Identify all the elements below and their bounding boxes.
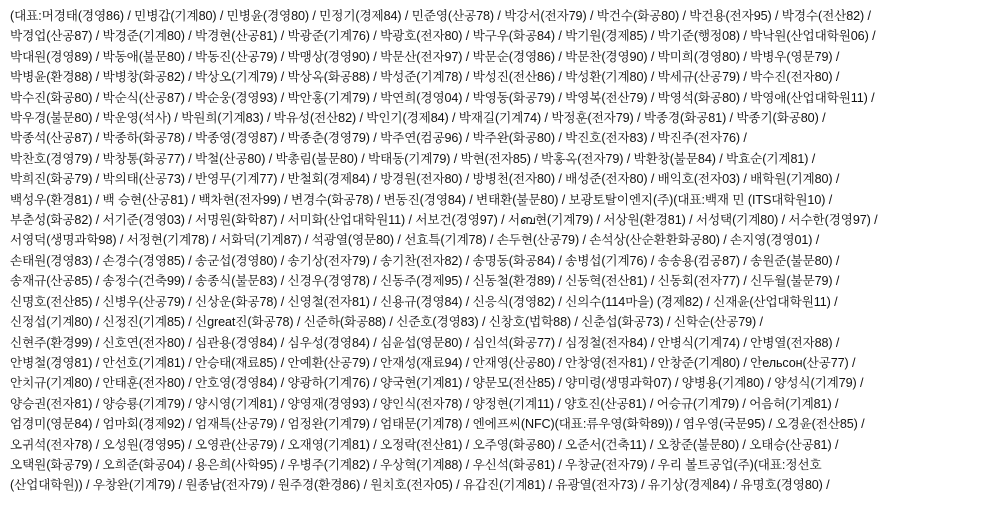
name-line: 신정섭(기계80) / 신정진(기계85) / 신great진(화공78) / 신준하(화공88) / 신준호(경영83) / 신창호(법학88) / 신춘섭(화공73) / 신학순(산공79) / <box>10 315 763 330</box>
name-line: 박우경(불문80) / 박운영(석사) / 박원희(기계83) / 박유성(전산82) / 박인기(경제84) / 박재길(기계74) / 박정훈(전자79) / 박종경(화공81) / 박종기(화공80) / <box>10 111 826 126</box>
name-line: 안치규(기계80) / 안태훈(전자80) / 안호영(경영84) / 양광하(기계76) / 양국현(기계81) / 양문모(전산85) / 양미령(생명과학07) / 양병용(기계80) / 양성식(기계79) / <box>10 376 864 391</box>
name-line: 신현주(환경99) / 신호연(전자80) / 심관용(경영84) / 심우성(경영84) / 심윤섭(영문80) / 심인석(화공77) / 심정철(전자84) / 안병식(기계74) / 안병열(전자88) / <box>10 335 840 350</box>
name-line: 안병철(경영81) / 안선호(기계81) / 안승태(재료85) / 안예환(산공79) / 안재성(재료94) / 안재영(산공80) / 안창영(전자81) / 안창준(기계80) / 안ельсон(산공77) / <box>10 355 856 370</box>
name-line: 백성우(환경81) / 백 승현(산공81) / 백차현(전자99) / 변경수(화공78) / 변동진(경영84) / 변태환(불문80) / 보광토탈이엔지(주)(대표:백재 민 (ITS대학원10) / <box>10 192 833 207</box>
name-line: (산업대학원)) / 우창완(기계79) / 원종남(전자79) / 원주경(환경86) / 원치호(전자05) / 유갑진(기계81) / 유광열(전자73) / 유기상(경제84) / 유명호(경영80) / <box>10 478 830 493</box>
name-line: 박경업(산공87) / 박경준(기계80) / 박경현(산공81) / 박광준(기계76) / 박광호(전자80) / 박구우(화공84) / 박기원(경제85) / 박기준(행정08) / 박낙원(산업대학원06) / <box>10 29 876 44</box>
name-line: 신명호(전산85) / 신병우(산공79) / 신상운(화공78) / 신영철(전자81) / 신용규(경영84) / 신응식(경영82) / 신의수(114마을) (경제82) / 신재윤(산업대학원11) / <box>10 294 838 309</box>
name-line: 손태원(경영83) / 손경수(경영85) / 송군섭(경영80) / 송기상(전자79) / 송기찬(전자82) / 송명동(화공84) / 송병섭(기계76) / 송송용(컴공87) / 송원준(불문80) / <box>10 253 840 268</box>
name-line: 양승권(전자81) / 양승룡(기계79) / 양시영(기계81) / 양영재(경영93) / 양인식(전자78) / 양정현(기계11) / 양호진(산공81) / 어승규(기계79) / 어음허(기계81) / <box>10 396 839 411</box>
name-line: (대표:머경태(경영86) / 민병갑(기계80) / 민병윤(경영80) / 민정기(경제84) / 민준영(산공78) / 박강서(전자79) / 박건수(화공80) / 박건용(전자95) / 박경수(전산82) / <box>10 9 871 23</box>
name-line: 박수진(화공80) / 박순식(산공87) / 박순웅(경영93) / 박안홍(기계79) / 박연희(경영04) / 박영동(화공79) / 박영복(전산79) / 박영석(화공80) / 박영애(산업대학원11) / <box>10 90 875 105</box>
name-line: 송재규(산공85) / 송정수(건축99) / 송종식(불문83) / 신경우(경영78) / 신동주(경제95) / 신동철(환경89) / 신동혁(전산81) / 신동회(전자77) / 신두월(불문79) / <box>10 274 840 289</box>
name-line: 오귀석(전자78) / 오성원(경영95) / 오영관(산공79) / 오재영(기계81) / 오정락(전산81) / 오주영(화공80) / 오준서(건축11) / 오창준(불문80) / 오태승(산공81) / <box>10 437 839 452</box>
name-line: 엄경미(영문84) / 엄마회(경제92) / 엄재특(산공79) / 엄정완(기계79) / 엄태문(기계78) / 엔에프씨(NFC)(대표:류우영(화학89)) / 염우영(국문95) / 오경윤(전산85) / <box>10 417 865 432</box>
name-line: 박찬호(경영79) / 박창통(화공77) / 박철(산공80) / 박총림(불문80) / 박태동(기계79) / 박현(전자85) / 박홍옥(전자79) / 박환창(불문84) / 박효순(기계81) / <box>10 151 816 166</box>
name-line: 오택원(화공79) / 오희준(화공04) / 용은희(사학95) / 우병주(기계82) / 우상혁(기계88) / 우신석(화공81) / 우창균(전자79) / 우리 볼트공업(주)(대표:정선호 <box>10 457 822 472</box>
name-line: 박병윤(환경88) / 박병창(화공82) / 박상오(기계79) / 박상옥(화공88) / 박성준(기계78) / 박성진(전산86) / 박성환(기계80) / 박세규(산공79) / 박수진(전자80) / <box>10 70 840 85</box>
name-line: 부춘성(화공82) / 서기준(경영03) / 서명원(화학87) / 서미화(산업대학원11) / 서보건(경영97) / 서ബ현(기계79) / 서상원(환경81) / 서성택(기계80) / 서수한(경영97) / <box>10 213 878 228</box>
name-line: 서영덕(생명과학98) / 서정현(기계78) / 서화덕(기계87) / 석광열(영문80) / 선효특(기계78) / 손두현(산공79) / 손석상(산순환환화공80) / 손지영(경영01) / <box>10 233 820 248</box>
name-line: 박대원(경영89) / 박동애(불문80) / 박동진(산공79) / 박맹상(경영90) / 박문산(전자97) / 박문순(경영86) / 박문찬(경영90) / 박미희(경영80) / 박병우(영문79) / <box>10 49 840 64</box>
name-line: 박종석(산공87) / 박종하(화공78) / 박종영(경영87) / 박종춘(경영79) / 박주연(컴공96) / 박주완(화공80) / 박진호(전자83) / 박진주(전자76) / <box>10 131 747 146</box>
name-line: 박희진(화공79) / 박의태(산공73) / 반영무(기계77) / 반철회(경제84) / 방경원(전자80) / 방병천(전자80) / 배성준(전자80) / 배익호(전자03) / 배학원(기계80) / <box>10 172 840 187</box>
